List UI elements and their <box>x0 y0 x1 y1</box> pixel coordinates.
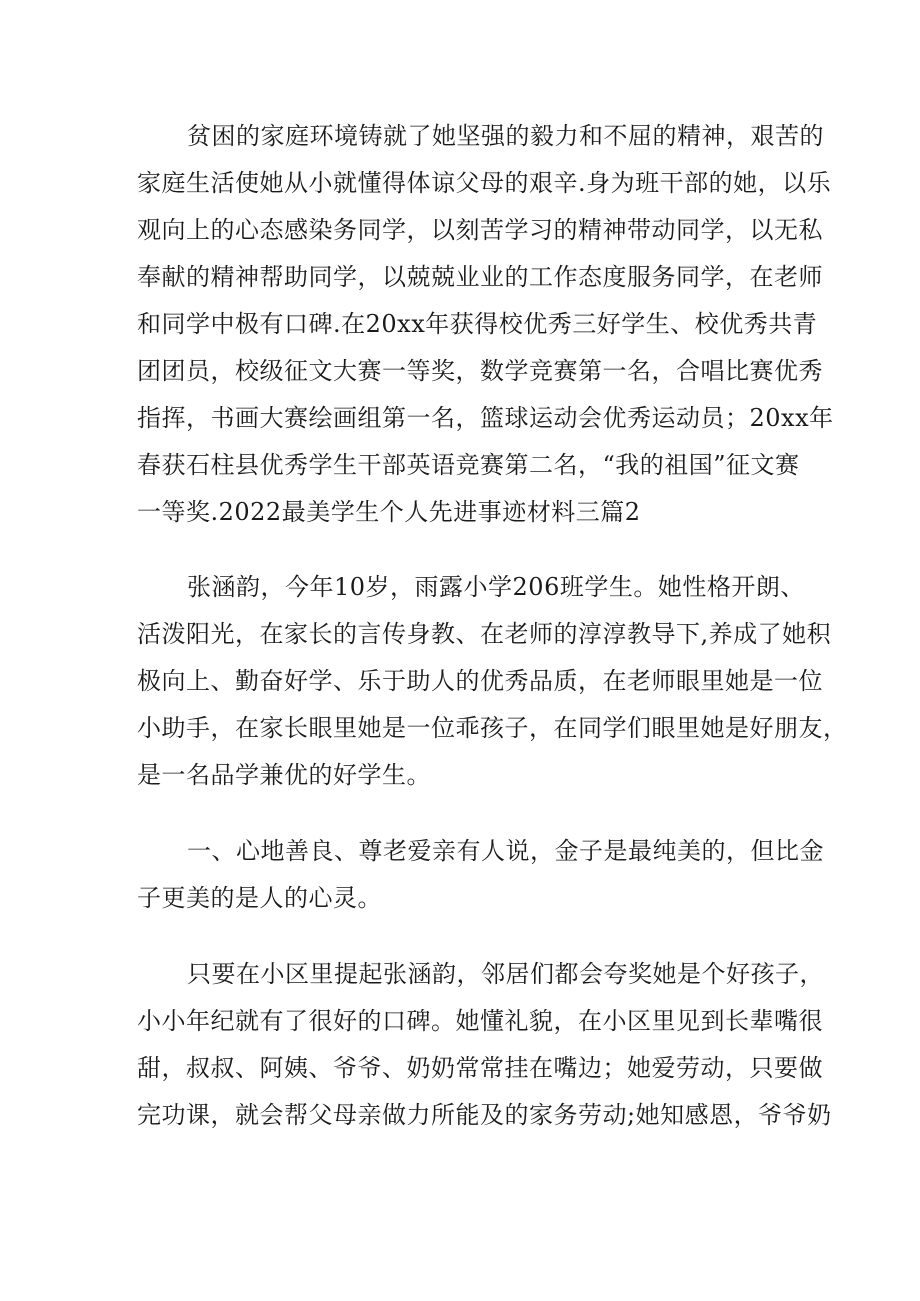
text-line: 甜，叔叔、阿姨、爷爷、奶奶常常挂在嘴边；她爱劳动，只要做 <box>137 1054 823 1082</box>
text-line: 和同学中极有口碑.在20xx年获得校优秀三好学生、校优秀共青 <box>137 310 818 338</box>
text-line: 是一名品学兼优的好学生。 <box>137 761 431 789</box>
text-line: 完功课，就会帮父母亲做力所能及的家务劳动;她知感恩，爷爷奶 <box>137 1101 832 1129</box>
paragraph-student-intro <box>137 564 848 799</box>
text-line: 活泼阳光，在家长的言传身教、在老师的淳淳教导下,养成了她积 <box>137 620 832 648</box>
text-line: 指挥，书画大赛绘画组第一名，篮球运动会优秀运动员；20xx年 <box>137 404 834 432</box>
text-line: 观向上的心态感染务同学，以刻苦学习的精神带动同学，以无私 <box>137 216 823 244</box>
text-line: 一等奖.2022最美学生个人先进事迹材料三篇2 <box>137 498 641 526</box>
text-line: 春获石柱县优秀学生干部英语竞赛第二名，“我的祖国”征文赛 <box>137 451 800 479</box>
text-line: 只要在小区里提起张涵韵，邻居们都会夸奖她是个好孩子， <box>187 960 824 988</box>
text-line: 奉献的精神帮助同学，以兢兢业业的工作态度服务同学，在老师 <box>137 263 823 291</box>
text-line: 子更美的是人的心灵。 <box>137 884 382 912</box>
text-line: 极向上、勤奋好学、乐于助人的优秀品质，在老师眼里她是一位 <box>137 667 823 695</box>
text-line: 团团员，校级征文大赛一等奖，数学竞赛第一名，合唱比赛优秀 <box>137 357 823 385</box>
paragraph-section-heading <box>137 828 824 922</box>
text-line: 家庭生活使她从小就懂得体谅父母的艰辛.身为班干部的她，以乐 <box>137 169 832 197</box>
text-line: 张涵韵，今年10岁，雨露小学206班学生。她性格开朗、 <box>187 573 805 601</box>
text-line: 小小年纪就有了很好的口碑。她懂礼貌，在小区里见到长辈嘴很 <box>137 1007 823 1035</box>
text-line: 一、心地善良、尊老爱亲有人说，金子是最纯美的，但比金 <box>187 837 824 865</box>
paragraph-neighborhood <box>137 951 832 1139</box>
text-line: 贫困的家庭环境铸就了她坚强的毅力和不屈的精神，艰苦的 <box>187 122 824 150</box>
text-line: 小助手，在家长眼里她是一位乖孩子，在同学们眼里她是好朋友， <box>137 714 848 742</box>
paragraph-family-hardship <box>137 113 834 536</box>
